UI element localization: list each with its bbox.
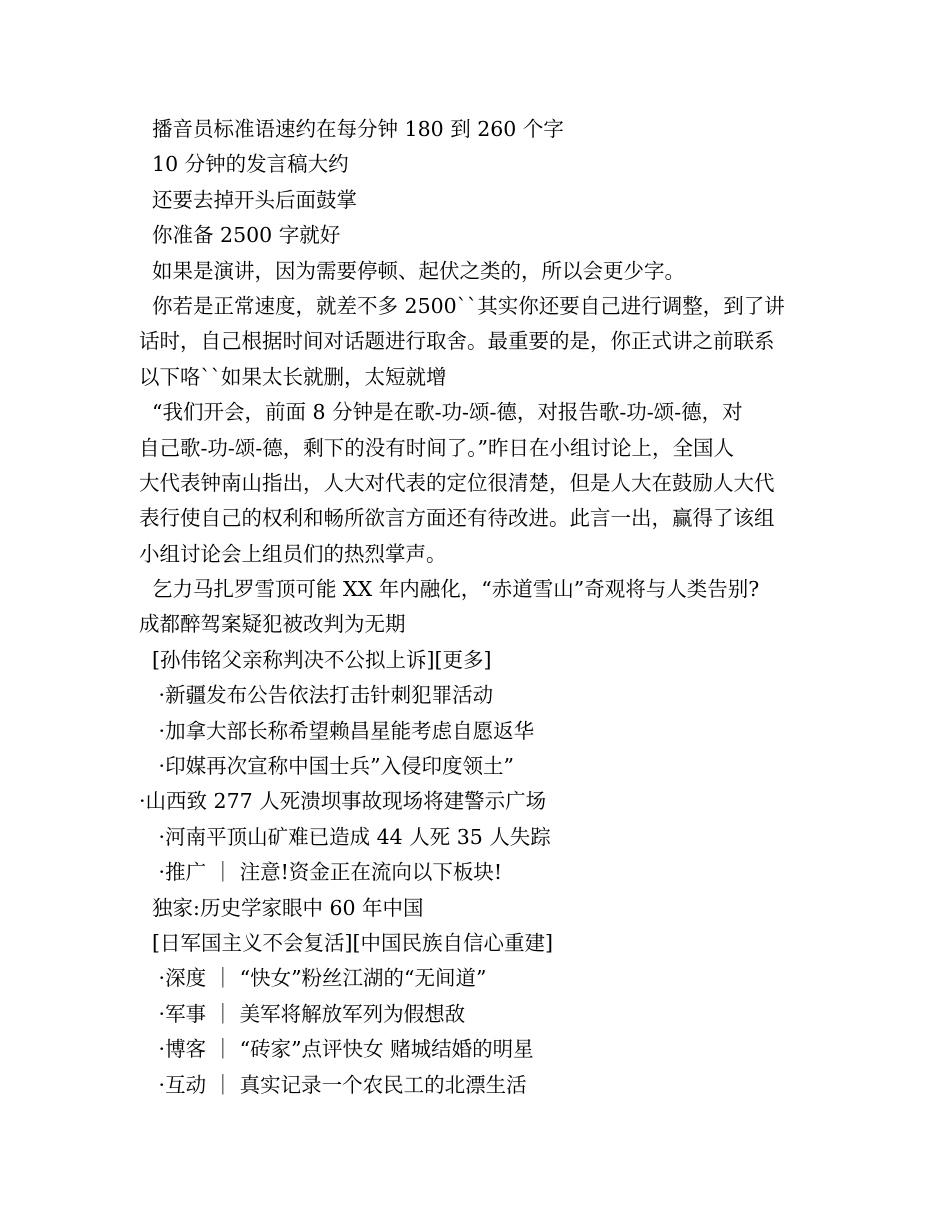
news-list-item: ·军事 ｜ 美军将解放军列为假想敌 [139, 1001, 466, 1026]
news-list-item: ·河南平顶山矿难已造成 44 人死 35 人失踪 [139, 824, 551, 849]
document-body [139, 112, 819, 1103]
news-list-item: ·山西致 277 人死溃坝事故现场将建警示广场 [139, 789, 547, 814]
text-line: 小组讨论会上组员们的热烈掌声。 [139, 541, 447, 566]
text-line: 你准备 2500 字就好 [139, 223, 341, 248]
news-list-item: ·推广 ｜ 注意!资金正在流向以下板块! [139, 860, 503, 885]
news-list-item: ·博客 ｜ “砖家”点评快女 赌城结婚的明星 [139, 1037, 534, 1062]
text-line: “我们开会，前面 8 分钟是在歌-功-颂-德，对报告歌-功-颂-德，对 [139, 400, 743, 425]
text-line: 话时，自己根据时间对话题进行取舍。最重要的是，你正式讲之前联系 [139, 329, 775, 354]
news-list-item: ·印媒再次宣称中国士兵”入侵印度领土” [139, 754, 515, 779]
text-line: 以下咯``如果太长就删，太短就增 [139, 364, 447, 389]
news-link-line: [日军国主义不会复活][中国民族自信心重建] [139, 930, 554, 955]
text-line: 成都醉驾案疑犯被改判为无期 [139, 612, 406, 637]
text-line: 大代表钟南山指出，人大对代表的定位很清楚，但是人大在鼓励人大代 [139, 470, 775, 495]
news-list-item: ·加拿大部长称希望赖昌星能考虑自愿返华 [139, 718, 535, 743]
text-line: 独家:历史学家眼中 60 年中国 [139, 895, 424, 920]
text-line: 还要去掉开头后面鼓掌 [139, 187, 358, 212]
news-link-line: [孙伟铭父亲称判决不公拟上诉][更多] [139, 647, 492, 672]
text-line: 乞力马扎罗雪顶可能 XX 年内融化，“赤道雪山”奇观将与人类告别? [139, 577, 760, 602]
text-line: 10 分钟的发言稿大约 [139, 152, 349, 177]
text-line: 你若是正常速度，就差不多 2500``其实你还要自己进行调整，到了讲 [139, 293, 785, 318]
text-line: 如果是演讲，因为需要停顿、起伏之类的，所以会更少字。 [139, 258, 686, 283]
news-list-item: ·互动 ｜ 真实记录一个农民工的北漂生活 [139, 1072, 527, 1097]
text-line: 表行使自己的权利和畅所欲言方面还有待改进。此言一出，赢得了该组 [139, 506, 775, 531]
news-list-item: ·深度 ｜ “快女”粉丝江湖的“无间道” [139, 966, 487, 991]
text-line: 自己歌-功-颂-德，剩下的没有时间了。”昨日在小组讨论上，全国人 [139, 435, 735, 460]
news-list-item: ·新疆发布公告依法打击针刺犯罪活动 [139, 683, 494, 708]
text-line: 播音员标准语速约在每分钟 180 到 260 个字 [139, 117, 564, 141]
